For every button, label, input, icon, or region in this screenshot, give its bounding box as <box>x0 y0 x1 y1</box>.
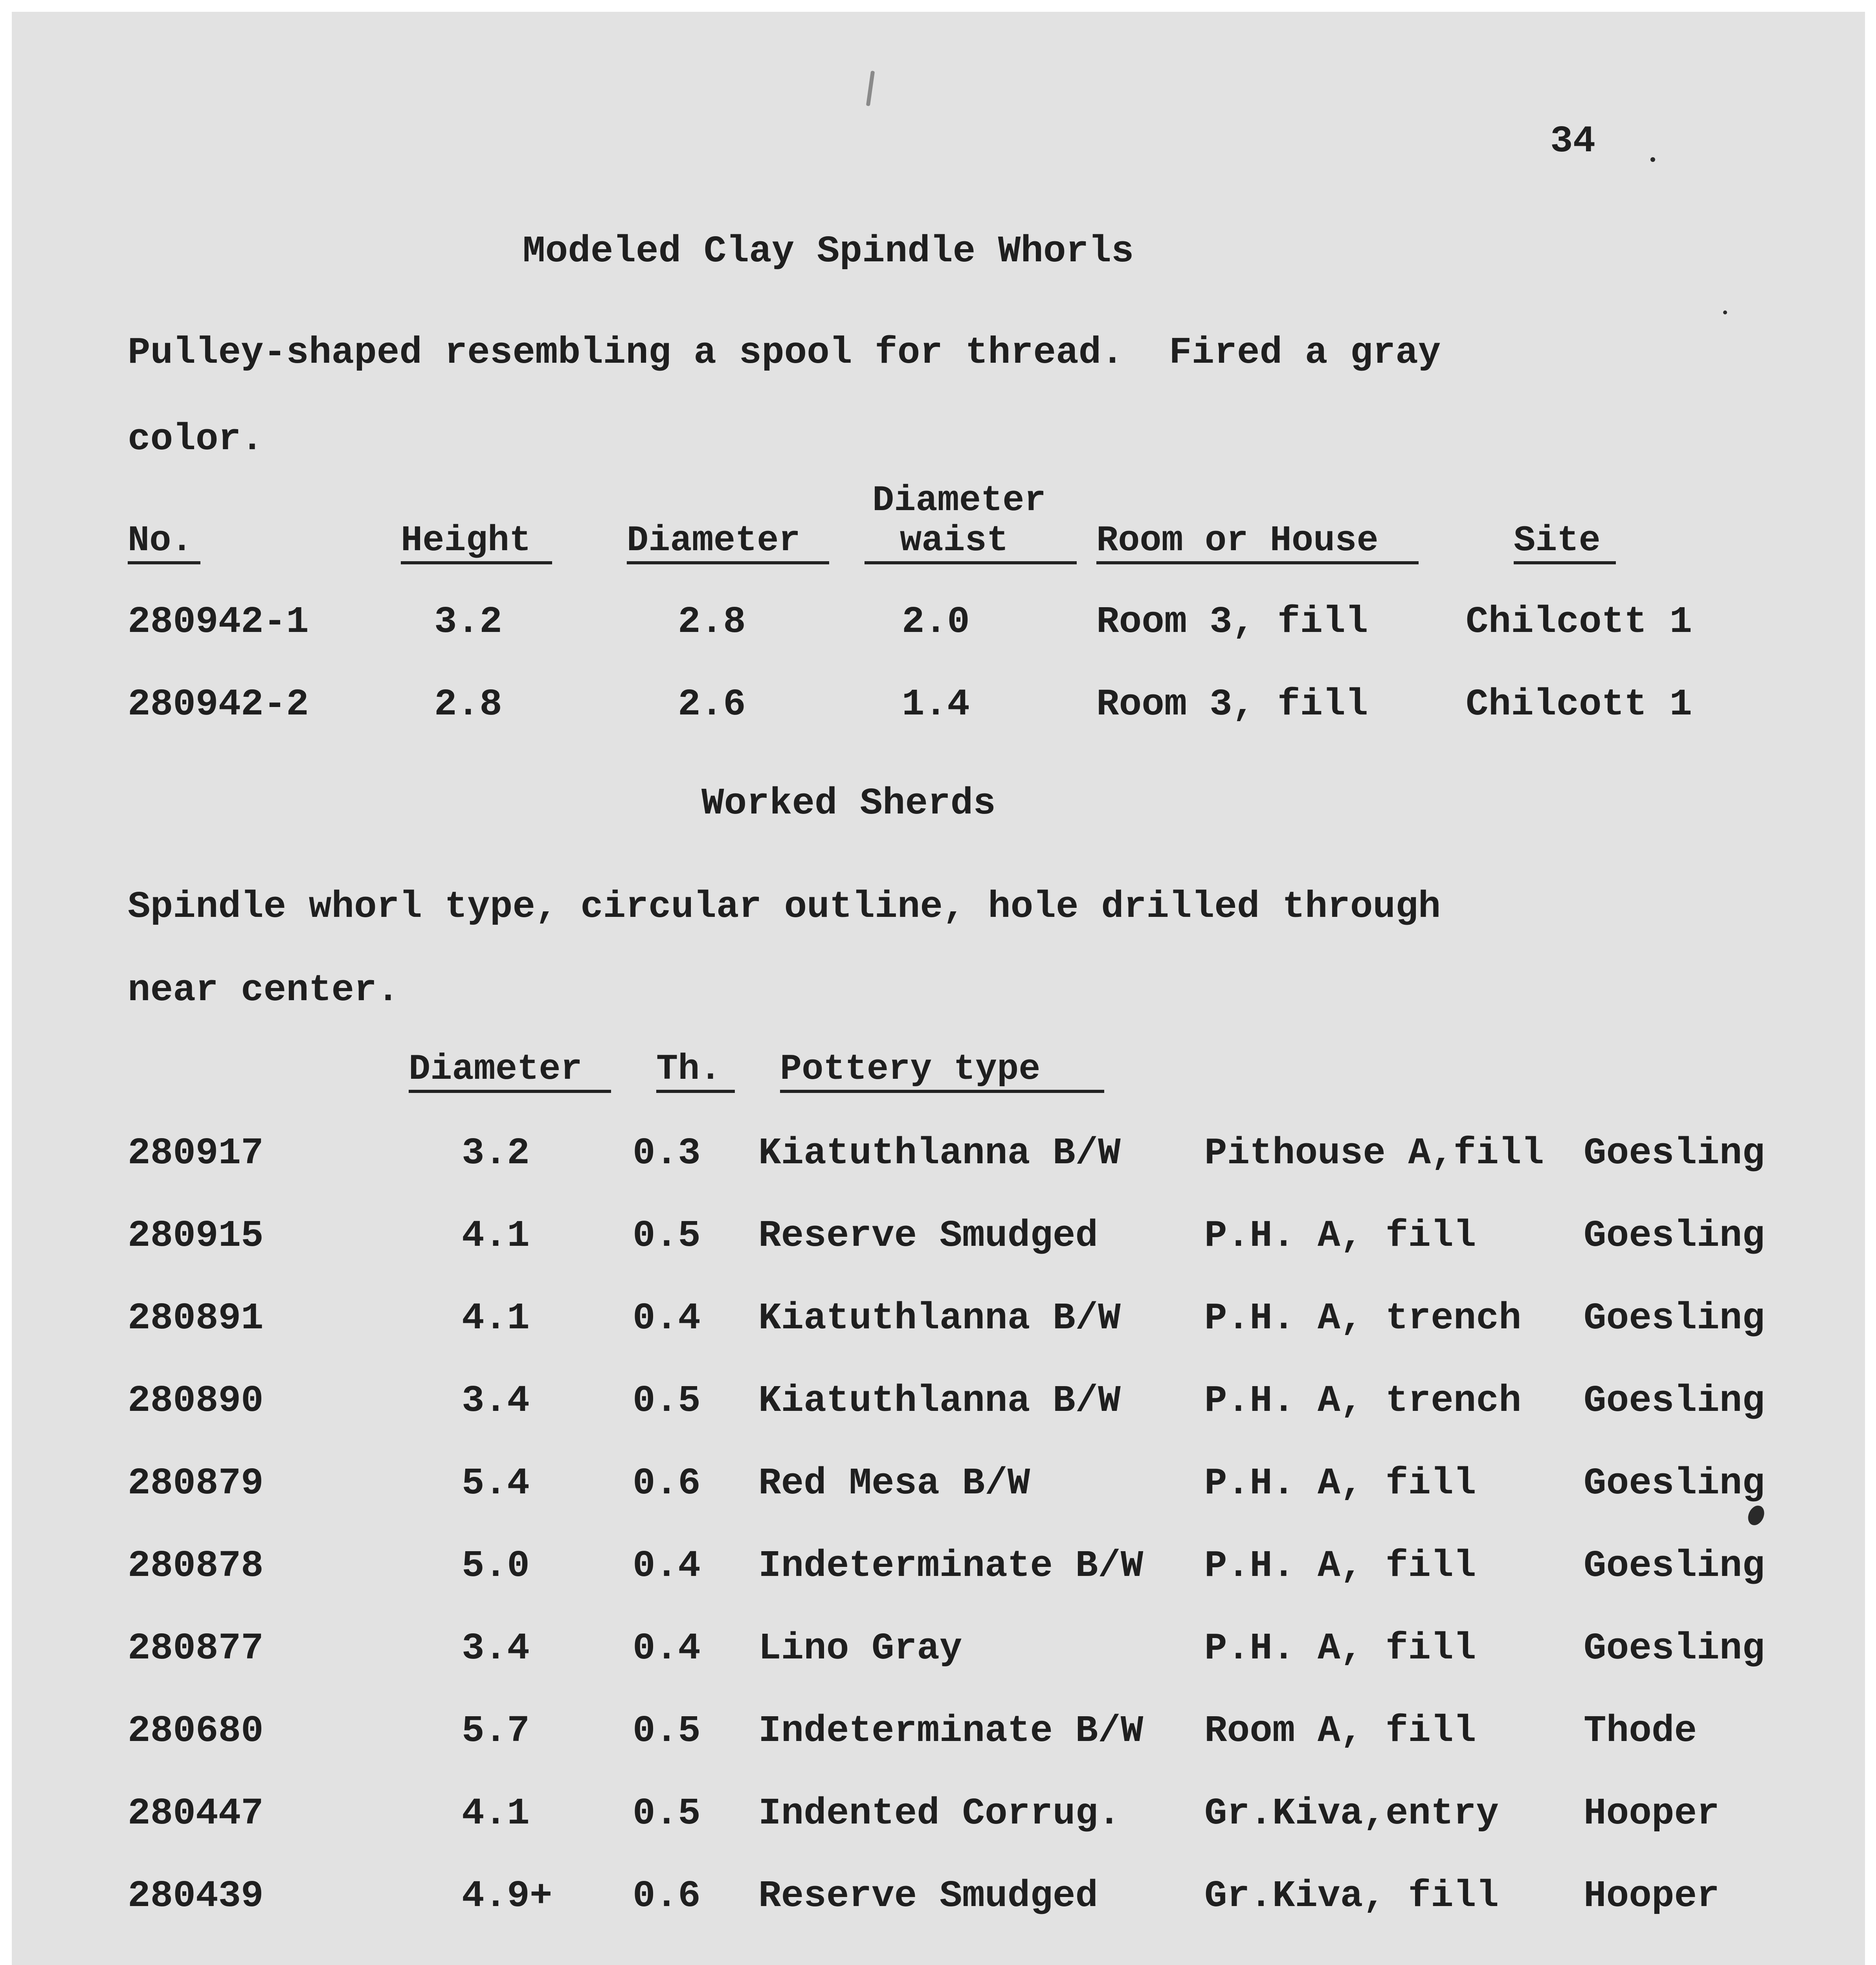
cell-diameter: 2.6 <box>678 683 746 726</box>
cell-no: 280942-1 <box>128 601 309 643</box>
cell-site: Goesling <box>1584 1544 1765 1587</box>
cell-height: 3.2 <box>434 601 502 643</box>
cell-site: Goesling <box>1584 1214 1765 1257</box>
cell-location: P.H. A, trench <box>1204 1297 1522 1340</box>
cell-waist: 1.4 <box>902 683 970 726</box>
cell-no: 280879 <box>128 1462 264 1505</box>
cell-diameter: 3.4 <box>462 1379 530 1422</box>
cell-no: 280942-2 <box>128 683 309 726</box>
cell-thickness: 0.5 <box>633 1214 701 1257</box>
header-no: No. <box>128 520 193 561</box>
cell-pottery: Red Mesa B/W <box>758 1462 1030 1505</box>
cell-room: Room 3, fill <box>1096 683 1368 726</box>
cell-location: P.H. A, trench <box>1204 1379 1522 1422</box>
header-height: Height <box>401 520 531 561</box>
cell-diameter: 3.4 <box>462 1627 530 1670</box>
cell-no: 280439 <box>128 1875 264 1917</box>
cell-height: 2.8 <box>434 683 502 726</box>
page-number: 34 <box>1550 120 1596 163</box>
cell-site: Hooper <box>1584 1875 1720 1917</box>
section1-desc-line1: Pulley-shaped resembling a spool for thread. Fired a gray <box>128 331 1441 374</box>
cell-waist: 2.0 <box>902 601 970 643</box>
cell-pottery: Reserve Smudged <box>758 1875 1098 1917</box>
cell-thickness: 0.5 <box>633 1710 701 1752</box>
cell-diameter: 5.4 <box>462 1462 530 1505</box>
section2-desc-line1: Spindle whorl type, circular outline, hole drilled through <box>128 885 1441 928</box>
ink-speck <box>1650 157 1655 162</box>
cell-diameter: 4.1 <box>462 1297 530 1340</box>
cell-site: Chilcott 1 <box>1466 683 1692 726</box>
cell-pottery: Indented Corrug. <box>758 1792 1121 1835</box>
cell-thickness: 0.5 <box>633 1792 701 1835</box>
cell-room: Room 3, fill <box>1096 601 1368 643</box>
cell-thickness: 0.3 <box>633 1132 701 1175</box>
cell-no: 280878 <box>128 1544 264 1587</box>
cell-site: Goesling <box>1584 1627 1765 1670</box>
cell-location: Room A, fill <box>1204 1710 1476 1752</box>
cell-no: 280680 <box>128 1710 264 1752</box>
cell-site: Thode <box>1584 1710 1697 1752</box>
cell-thickness: 0.6 <box>633 1875 701 1917</box>
cell-thickness: 0.4 <box>633 1627 701 1670</box>
cell-diameter: 4.1 <box>462 1214 530 1257</box>
header-site-underline <box>1514 561 1616 564</box>
cell-diameter: 5.7 <box>462 1710 530 1752</box>
section2-desc-line2: near center. <box>128 969 400 1012</box>
cell-diameter: 4.1 <box>462 1792 530 1835</box>
cell-location: Pithouse A,fill <box>1204 1132 1544 1175</box>
header-diameter-waist-line1: Diameter <box>872 480 1046 521</box>
cell-no: 280891 <box>128 1297 264 1340</box>
section2-title: Worked Sherds <box>701 782 996 825</box>
cell-location: Gr.Kiva,entry <box>1204 1792 1499 1835</box>
cell-site: Chilcott 1 <box>1466 601 1692 643</box>
cell-pottery: Reserve Smudged <box>758 1214 1098 1257</box>
header-pottery-type: Pottery type <box>780 1049 1041 1090</box>
cell-site: Goesling <box>1584 1379 1765 1422</box>
cell-no: 280890 <box>128 1379 264 1422</box>
header-waist-underline <box>865 561 1077 564</box>
header-no-underline <box>128 561 200 564</box>
cell-location: Gr.Kiva, fill <box>1204 1875 1499 1917</box>
header-diameter-underline <box>627 561 829 564</box>
cell-pottery: Indeterminate B/W <box>758 1710 1144 1752</box>
cell-pottery: Kiatuthlanna B/W <box>758 1379 1121 1422</box>
header-pottery-underline <box>780 1090 1104 1093</box>
cell-site: Hooper <box>1584 1792 1720 1835</box>
section1-desc-line2: color. <box>128 418 264 461</box>
cell-thickness: 0.4 <box>633 1297 701 1340</box>
cell-location: P.H. A, fill <box>1204 1627 1476 1670</box>
header-diameter: Diameter <box>409 1049 582 1090</box>
cell-location: P.H. A, fill <box>1204 1544 1476 1587</box>
cell-diameter: 2.8 <box>678 601 746 643</box>
ink-speck <box>1723 310 1727 314</box>
header-height-underline <box>401 561 552 564</box>
cell-diameter: 3.2 <box>462 1132 530 1175</box>
cell-pottery: Indeterminate B/W <box>758 1544 1144 1587</box>
header-site: Site <box>1514 520 1601 561</box>
cell-thickness: 0.5 <box>633 1379 701 1422</box>
cell-no: 280447 <box>128 1792 264 1835</box>
cell-pottery: Kiatuthlanna B/W <box>758 1297 1121 1340</box>
header-room-underline <box>1096 561 1419 564</box>
cell-site: Goesling <box>1584 1462 1765 1505</box>
header-room-or-house: Room or House <box>1096 520 1379 561</box>
cell-thickness: 0.6 <box>633 1462 701 1505</box>
cell-location: P.H. A, fill <box>1204 1462 1476 1505</box>
header-thickness-underline <box>656 1090 735 1093</box>
pencil-mark <box>866 71 875 107</box>
cell-diameter: 5.0 <box>462 1544 530 1587</box>
section1-title: Modeled Clay Spindle Whorls <box>523 230 1134 273</box>
cell-no: 280877 <box>128 1627 264 1670</box>
cell-thickness: 0.4 <box>633 1544 701 1587</box>
cell-diameter: 4.9+ <box>462 1875 553 1917</box>
cell-no: 280915 <box>128 1214 264 1257</box>
cell-pottery: Lino Gray <box>758 1627 962 1670</box>
ink-speck <box>1745 1503 1767 1528</box>
cell-pottery: Kiatuthlanna B/W <box>758 1132 1121 1175</box>
header-diameter: Diameter <box>627 520 800 561</box>
header-diameter-waist-line2: waist <box>900 520 1009 561</box>
header-thickness: Th. <box>656 1049 721 1090</box>
typewritten-page <box>12 12 1865 1965</box>
header-diameter-underline <box>409 1090 611 1093</box>
cell-location: P.H. A, fill <box>1204 1214 1476 1257</box>
cell-site: Goesling <box>1584 1132 1765 1175</box>
cell-site: Goesling <box>1584 1297 1765 1340</box>
cell-no: 280917 <box>128 1132 264 1175</box>
